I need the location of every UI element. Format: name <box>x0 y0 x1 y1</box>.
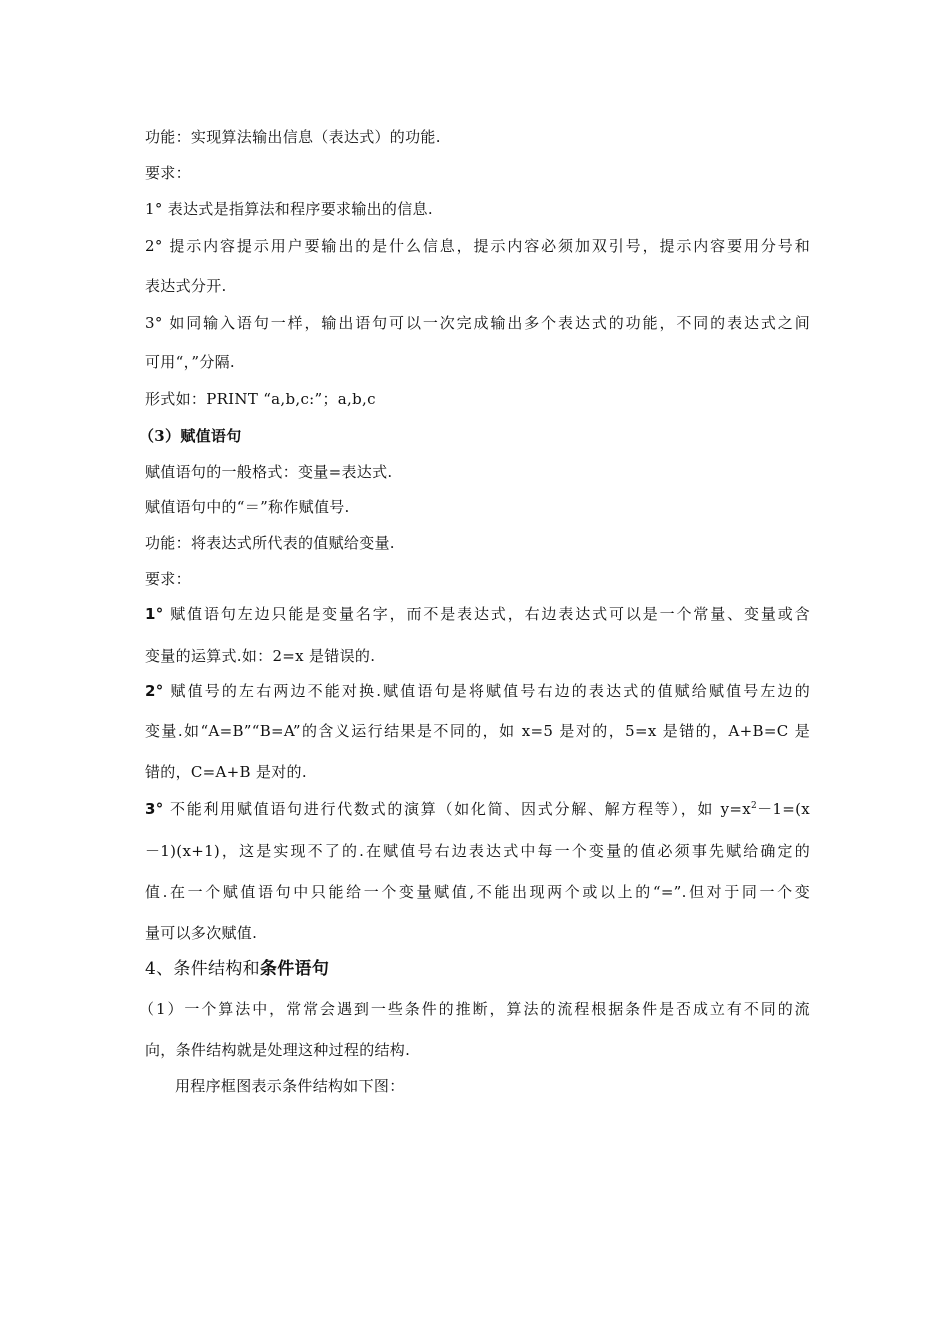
condition-heading <box>145 958 810 980</box>
assignment-req3-number: 3° <box>145 800 164 818</box>
output-req3-line1: 3° 如同输入语句一样，输出语句可以一次完成输出多个表达式的功能，不同的表达式之间 <box>145 314 810 332</box>
assignment-function-text: 功能：将表达式所代表的值赋给变量. <box>145 534 395 552</box>
assignment-general-format: 赋值语句的一般格式：变量=表达式. <box>145 463 393 481</box>
output-req1-text: 1° 表达式是指算法和程序要求输出的信息. <box>145 200 433 218</box>
assignment-req2-line3: 错的，C=A+B 是对的. <box>145 763 307 781</box>
output-req2-line1: 2° 提示内容提示用户要输出的是什么信息，提示内容必须加双引号，提示内容要用分号和 <box>145 237 810 255</box>
assignment-sign-text: 赋值语句中的“＝”称作赋值号. <box>145 498 350 516</box>
assignment-req3-line3: 值.在一个赋值语句中只能给一个变量赋值,不能出现两个或以上的“=”.但对于同一个变 <box>145 883 810 901</box>
assignment-req3-line1 <box>145 799 810 819</box>
assignment-req1-number: 1° <box>145 605 164 623</box>
condition-heading-bold: 条件语句 <box>259 959 330 979</box>
assignment-req3-superscript: 2 <box>751 801 758 811</box>
output-function-text: 功能：实现算法输出信息（表达式）的功能. <box>145 128 441 146</box>
condition-para1-line1: （1）一个算法中，常常会遇到一些条件的推断，算法的流程根据条件是否成立有不同的流 <box>139 1000 810 1018</box>
assignment-requirements-label: 要求： <box>145 570 191 588</box>
assignment-req3-line1-text-b: －1=(x <box>757 800 810 818</box>
output-requirements-label: 要求： <box>145 164 191 182</box>
assignment-heading: （3）赋值语句 <box>139 427 242 445</box>
condition-para2: 用程序框图表示条件结构如下图： <box>175 1077 405 1095</box>
assignment-req2-line1-text: 赋值号的左右两边不能对换.赋值语句是将赋值号右边的表达式的值赋给赋值号左边的 <box>163 682 810 700</box>
output-req2-line2: 表达式分开. <box>145 277 227 295</box>
assignment-req1-line1 <box>145 604 810 624</box>
output-req3-line2: 可用“，”分隔. <box>145 353 236 371</box>
assignment-req3-line1-text-a: 不能利用赋值语句进行代数式的演算（如化简、因式分解、解方程等），如 y=x <box>163 800 752 818</box>
assignment-req1-line1-text: 赋值语句左边只能是变量名字，而不是表达式，右边表达式可以是一个常量、变量或含 <box>163 605 810 623</box>
condition-para1-line2: 向，条件结构就是处理这种过程的结构. <box>145 1041 411 1059</box>
assignment-req3-line4: 量可以多次赋值. <box>145 924 258 942</box>
assignment-req2-number: 2° <box>145 682 164 700</box>
assignment-req2-line1 <box>145 681 810 701</box>
assignment-req3-line2: －1)(x+1)，这是实现不了的.在赋值号右边表达式中每一个变量的值必须事先赋给确定的 <box>145 842 810 860</box>
output-form-example: 形式如：PRINT “a,b,c:”；a,b,c <box>145 390 376 408</box>
condition-heading-prefix: 4、条件结构和 <box>145 959 260 979</box>
assignment-req2-line2: 变量.如“A=B”“B=A”的含义运行结果是不同的，如 x=5 是对的，5=x 是错的，A+B=C 是 <box>145 722 810 740</box>
assignment-req1-line2: 变量的运算式.如：2=x 是错误的. <box>145 647 376 665</box>
